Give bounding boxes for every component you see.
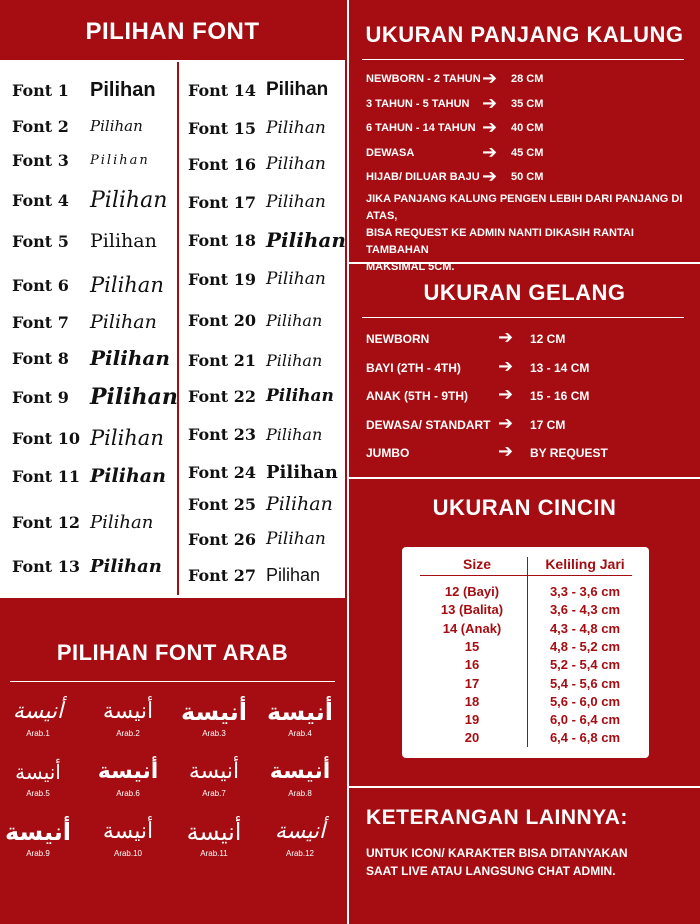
arab-font-option <box>255 755 345 798</box>
arab-section-title: PILIHAN FONT ARAB <box>56 640 289 665</box>
ring-col-circ-header: Keliling Jari <box>545 556 625 572</box>
arab-font-label: Arab.7 <box>202 789 226 798</box>
ring-size-cell: 15 <box>464 638 480 654</box>
ring-circumference-cell: 3,3 - 3,6 cm <box>549 584 621 599</box>
ring-circumference-cell: 5,2 - 5,4 cm <box>549 657 621 673</box>
arab-font-label: Arab.11 <box>200 849 228 858</box>
ring-size-table <box>402 547 649 758</box>
arab-font-label: Arab.4 <box>288 729 312 738</box>
font-option-sample: Pilihan <box>266 310 323 330</box>
ring-circumference-cell: 5,6 - 6,0 cm <box>549 693 621 709</box>
ring-section-title: UKURAN CINCIN <box>432 495 617 520</box>
bracelet-size-label: BAYI (2TH - 4TH) <box>366 360 461 375</box>
divider-bracelet-ring <box>349 477 700 479</box>
arab-font-option <box>169 695 259 738</box>
necklace-size-label: 3 TAHUN - 5 TAHUN <box>366 97 470 110</box>
ring-size-cell: 17 <box>464 675 480 691</box>
arab-font-option <box>0 695 83 738</box>
font-option-row <box>12 185 167 215</box>
ring-size-cell: 12 (Bayi) <box>444 584 500 599</box>
necklace-size-value: 35 CM <box>511 97 544 110</box>
font-option-sample: Pilihan <box>90 230 157 252</box>
font-option-label: Font 5 <box>12 231 69 251</box>
font-option-sample: Pilihan <box>266 424 323 444</box>
font-option-sample: Pilihan <box>266 118 326 138</box>
bracelet-size-label: JUMBO <box>366 446 410 460</box>
font-option-label: Font 10 <box>12 428 81 448</box>
arab-font-sample: أنيسة <box>266 698 333 726</box>
font-option-row <box>12 75 156 105</box>
necklace-size-value: 40 CM <box>511 122 544 134</box>
other-info-text <box>366 844 696 880</box>
ring-size-cell: 19 <box>464 712 480 728</box>
necklace-title-underline <box>362 59 684 60</box>
arab-font-option <box>0 755 83 798</box>
necklace-size-label: HIJAB/ DILUAR BAJU <box>366 171 480 183</box>
necklace-section-title: UKURAN PANJANG KALUNG <box>365 22 684 47</box>
font-option-row <box>12 507 153 537</box>
font-option-row <box>188 560 320 590</box>
ring-circumference-cell: 3,6 - 4,3 cm <box>549 602 621 618</box>
bracelet-size-value: 12 CM <box>530 332 566 346</box>
bracelet-size-value: 17 CM <box>530 417 566 432</box>
font-option-sample: Pilihan <box>266 350 323 370</box>
bracelet-size-value: 13 - 14 CM <box>530 360 590 375</box>
arab-font-sample: أنيسة <box>269 759 331 784</box>
font-option-label: Font 14 <box>188 80 257 100</box>
font-section-title: PILIHAN FONT <box>85 18 260 45</box>
font-option-label: Font 13 <box>12 556 81 576</box>
font-option-label: Font 7 <box>12 312 69 332</box>
arab-font-label: Arab.12 <box>285 849 315 858</box>
arab-font-label: Arab.8 <box>288 789 312 798</box>
bracelet-size-label: NEWBORN <box>366 332 430 346</box>
font-option-sample: Pilihan <box>266 154 326 174</box>
font-option-label: Font 3 <box>12 150 69 170</box>
font-option-row <box>188 419 322 449</box>
ring-header-underline <box>420 575 632 576</box>
arab-font-label: Arab.1 <box>26 729 50 738</box>
arab-font-sample: أنيسة <box>4 818 71 846</box>
font-option-sample: Pilihan <box>90 465 166 487</box>
ring-size-cell: 14 (Anak) <box>442 620 502 636</box>
font-option-label: Font 15 <box>188 118 257 138</box>
necklace-size-value: 50 CM <box>511 171 544 183</box>
arab-font-option <box>255 815 345 858</box>
font-option-row <box>188 75 328 105</box>
font-option-label: Font 22 <box>188 386 257 406</box>
ring-circumference-cell: 4,3 - 4,8 cm <box>549 620 621 636</box>
arab-font-option <box>169 815 259 858</box>
arab-font-option <box>255 695 345 738</box>
font-option-sample: Pilihan <box>266 461 338 483</box>
font-option-sample: Pilihan <box>90 346 170 370</box>
arrow-right-icon: ➔ <box>498 384 514 404</box>
font-option-sample: Pilihan <box>90 152 150 168</box>
ring-circumference-cell: 6,4 - 6,8 cm <box>549 730 621 746</box>
font-option-sample: Pilihan <box>266 493 333 515</box>
font-option-label: Font 1 <box>12 80 69 100</box>
arab-font-option <box>0 815 83 858</box>
font-option-row <box>188 345 322 375</box>
ring-size-cell: 20 <box>464 730 480 746</box>
font-option-label: Font 2 <box>12 116 69 136</box>
ring-col-size-header: Size <box>462 556 491 572</box>
font-option-label: Font 12 <box>12 512 81 532</box>
divider-ring-other <box>349 786 700 788</box>
bracelet-section-title: UKURAN GELANG <box>423 280 626 305</box>
necklace-note-line: JIKA PANJANG KALUNG PENGEN LEBIH DARI PANJANG DI ATAS, <box>366 193 683 222</box>
font-option-sample: Pilihan <box>90 555 162 577</box>
arab-font-label: Arab.5 <box>26 789 50 798</box>
arrow-right-icon: ➔ <box>498 412 514 433</box>
arrow-right-icon: ➔ <box>482 141 498 162</box>
font-option-row <box>188 457 338 487</box>
arab-font-sample: أنيسة <box>186 818 242 846</box>
font-option-label: Font 9 <box>12 387 69 407</box>
arrow-right-icon: ➔ <box>498 327 514 347</box>
font-option-row <box>12 270 164 300</box>
arab-font-sample: أنيسة <box>15 760 61 784</box>
font-option-sample: Pilihan <box>266 228 346 252</box>
font-option-label: Font 8 <box>12 348 69 368</box>
font-option-sample: Pilihan <box>90 117 143 135</box>
arab-font-label: Arab.6 <box>116 789 140 798</box>
arab-font-sample: أنيسة <box>102 819 154 844</box>
font-option-sample: Pilihan <box>266 192 326 212</box>
font-option-row <box>188 187 326 217</box>
bracelet-size-value: 15 - 16 CM <box>530 389 590 403</box>
font-option-row <box>12 551 162 581</box>
bracelet-size-value: BY REQUEST <box>530 446 608 460</box>
arab-title-underline <box>10 681 335 682</box>
font-option-row <box>188 381 334 411</box>
font-option-label: Font 20 <box>188 310 257 330</box>
necklace-size-label: NEWBORN - 2 TAHUN <box>366 73 481 85</box>
ring-size-cell: 13 (Balita) <box>440 602 504 618</box>
font-option-sample: Pilihan <box>90 426 164 450</box>
font-option-sample: Pilihan <box>266 529 326 549</box>
font-option-sample: Pilihan <box>266 564 321 585</box>
necklace-size-value: 28 CM <box>511 73 544 85</box>
font-option-row <box>12 111 143 141</box>
necklace-size-value: 45 CM <box>511 146 544 159</box>
font-option-row <box>12 382 178 412</box>
font-option-sample: Pilihan <box>90 78 156 101</box>
ring-size-cell: 18 <box>464 693 480 709</box>
font-option-row <box>188 489 333 519</box>
font-option-sample: Pilihan <box>90 187 168 213</box>
font-option-sample: Pilihan <box>90 511 154 533</box>
bracelet-size-label: ANAK (5TH - 9TH) <box>366 389 468 403</box>
font-option-sample: Pilihan <box>266 386 334 406</box>
font-option-row <box>188 149 326 179</box>
arab-font-label: Arab.3 <box>202 729 226 738</box>
font-option-row <box>188 264 326 294</box>
necklace-note-line: BISA REQUEST KE ADMIN NANTI DIKASIH RANTAI TAMBAHAN <box>366 227 634 256</box>
font-option-label: Font 6 <box>12 275 69 295</box>
font-option-row <box>188 225 346 255</box>
font-option-label: Font 4 <box>12 190 69 210</box>
font-option-label: Font 25 <box>188 494 257 514</box>
other-info-line: SAAT LIVE ATAU LANGSUNG CHAT ADMIN. <box>366 864 616 878</box>
font-option-label: Font 16 <box>188 154 257 174</box>
font-option-label: Font 23 <box>188 424 257 444</box>
font-option-row <box>188 305 322 335</box>
font-option-row <box>12 307 157 337</box>
arab-font-option <box>83 755 173 798</box>
font-column-divider <box>177 62 179 595</box>
arab-font-option <box>169 755 259 798</box>
arab-font-sample: أنيسة <box>274 819 326 844</box>
arab-font-sample: أنيسة <box>180 698 247 726</box>
arrow-right-icon: ➔ <box>482 68 498 88</box>
arab-font-sample: أنيسة <box>102 699 154 724</box>
necklace-size-label: 6 TAHUN - 14 TAHUN <box>366 122 476 134</box>
font-option-row <box>12 461 166 491</box>
other-info-line: UNTUK ICON/ KARAKTER BISA DITANYAKAN <box>366 846 628 860</box>
arrow-right-icon: ➔ <box>498 441 514 461</box>
font-option-label: Font 19 <box>188 269 257 289</box>
arab-font-label: Arab.9 <box>26 849 50 858</box>
arab-font-sample: أنيسة <box>97 759 159 784</box>
arab-font-sample: أنيسة <box>188 759 240 784</box>
arab-font-label: Arab.2 <box>116 729 140 738</box>
other-info-title: KETERANGAN LAINNYA: <box>366 806 628 829</box>
font-option-row <box>12 423 164 453</box>
ring-circumference-cell: 6,0 - 6,4 cm <box>549 712 621 728</box>
arrow-right-icon: ➔ <box>482 166 498 186</box>
ring-column-divider <box>527 557 528 747</box>
font-option-sample: Pilihan <box>266 269 326 289</box>
arab-font-option <box>83 695 173 738</box>
arrow-right-icon: ➔ <box>482 117 498 137</box>
ring-circumference-cell: 4,8 - 5,2 cm <box>549 638 621 654</box>
font-option-row <box>188 524 326 554</box>
font-option-label: Font 27 <box>188 565 257 585</box>
font-option-row <box>12 343 170 373</box>
font-option-label: Font 21 <box>188 350 257 370</box>
font-option-row <box>12 145 150 175</box>
necklace-note <box>366 191 696 276</box>
font-option-label: Font 18 <box>188 230 257 250</box>
ring-circumference-cell: 5,4 - 5,6 cm <box>549 675 621 691</box>
arrow-right-icon: ➔ <box>482 92 498 113</box>
necklace-note-line: MAKSIMAL 5CM. <box>366 261 455 273</box>
font-option-row <box>12 226 157 256</box>
font-option-sample: Pilihan <box>90 384 178 410</box>
arab-font-option <box>83 815 173 858</box>
arab-font-sample: أنيسة <box>12 699 64 724</box>
font-option-label: Font 26 <box>188 529 257 549</box>
necklace-size-label: DEWASA <box>366 146 415 159</box>
font-option-row <box>188 113 326 143</box>
bracelet-title-underline <box>362 317 684 318</box>
ring-size-cell: 16 <box>464 657 480 673</box>
font-option-label: Font 17 <box>188 192 257 212</box>
bracelet-size-label: DEWASA/ STANDART <box>366 417 491 432</box>
font-option-sample: Pilihan <box>90 311 157 333</box>
font-option-sample: Pilihan <box>266 79 329 100</box>
arrow-right-icon: ➔ <box>498 355 514 376</box>
font-option-sample: Pilihan <box>90 273 164 297</box>
font-option-label: Font 24 <box>188 462 257 482</box>
arab-font-label: Arab.10 <box>113 849 143 858</box>
font-option-label: Font 11 <box>12 466 81 486</box>
